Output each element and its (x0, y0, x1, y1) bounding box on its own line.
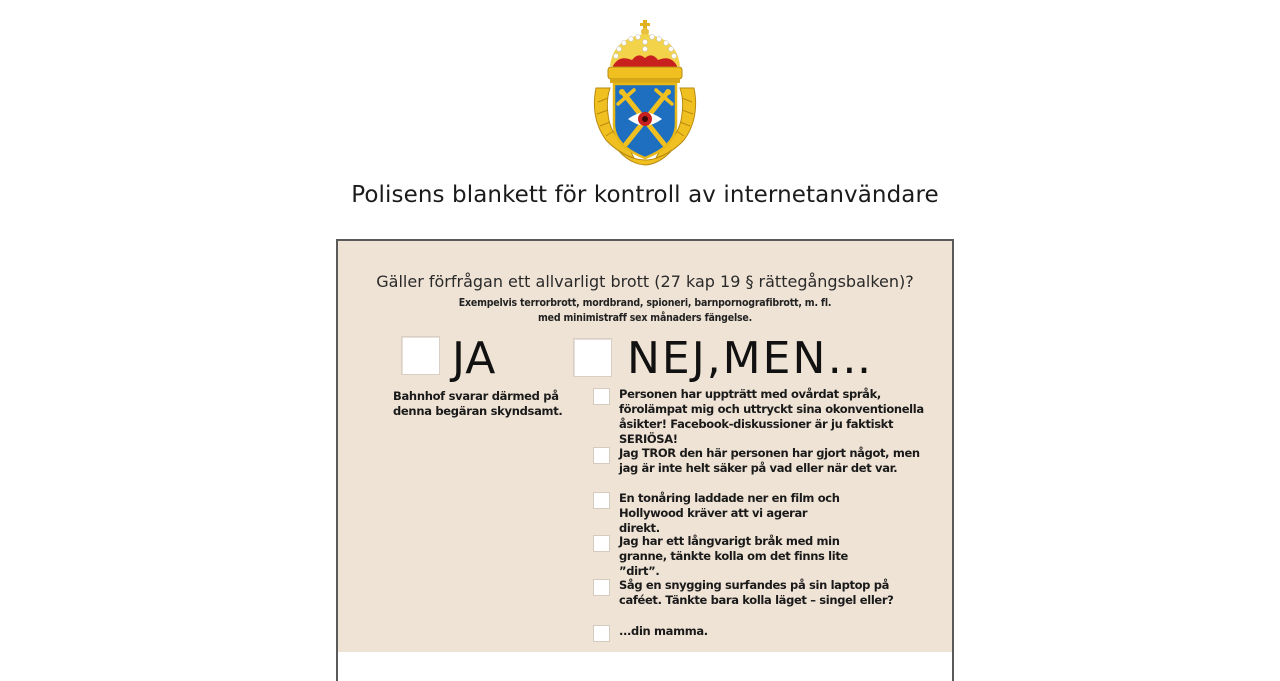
option-checkbox[interactable] (593, 535, 610, 552)
option-checkbox[interactable] (593, 579, 610, 596)
option-text: Jag TROR den här personen har gjort något, men jag är inte helt säker på vad eller när det var. (619, 446, 920, 475)
police-crest-icon (588, 18, 702, 168)
option-checkbox[interactable] (593, 447, 610, 464)
option-checkbox[interactable] (593, 388, 610, 405)
option-checkbox[interactable] (593, 492, 610, 509)
question-subtext-line-2: med minimistraff sex månaders fängelse. (538, 312, 752, 324)
option-text: Personen har uppträtt med ovårdat språk, förolämpat mig och uttryckt sina okonventionella åsikter! Facebook-diskussioner är ju faktiskt SERIÖSA! (619, 387, 924, 446)
page-title: Polisens blankett för kontroll av internetanvändare (351, 182, 939, 208)
yes-checkbox[interactable] (401, 336, 440, 375)
yes-note: Bahnhof svarar därmed på denna begäran skyndsamt. (393, 389, 563, 418)
form-question: Gäller förfrågan ett allvarligt brott (27 kap 19 § rättegångsbalken)? (376, 272, 914, 291)
option-text: En tonåring laddade ner en film och Hollywood kräver att vi agerar direkt. (619, 491, 840, 535)
option-text: ...din mamma. (619, 624, 708, 638)
option-checkbox[interactable] (593, 625, 610, 642)
option-text: Såg en snygging surfandes på sin laptop på caféet. Tänkte bara kolla läget – singel eller? (619, 578, 894, 607)
no-but-checkbox[interactable] (573, 338, 612, 377)
no-but-label: NEJ,MEN… (627, 333, 874, 384)
question-subtext-line-1: Exempelvis terrorbrott, mordbrand, spioneri, barnpornografibrott, m. fl. (458, 297, 832, 309)
police-request-form (336, 239, 954, 681)
option-text: Jag har ett långvarigt bråk med min granne, tänkte kolla om det finns lite ”dirt”. (619, 534, 848, 578)
yes-label: JA (452, 333, 497, 384)
